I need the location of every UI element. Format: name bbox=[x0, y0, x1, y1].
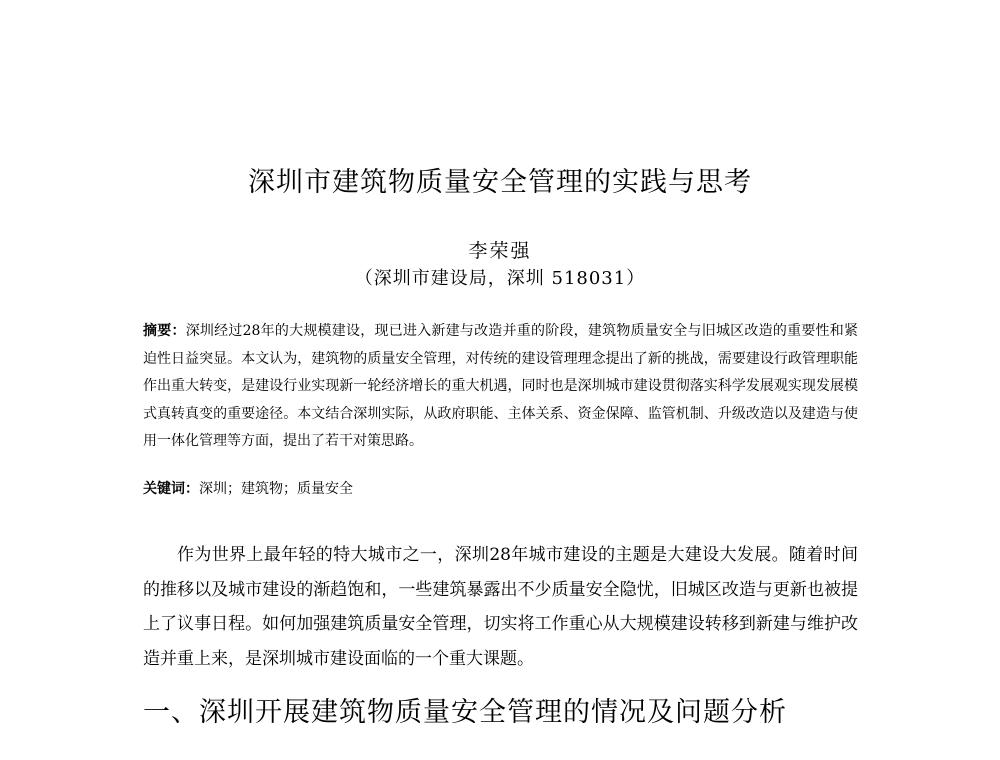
keywords-text: 深圳；建筑物；质量安全 bbox=[199, 481, 353, 497]
keywords-label: 关键词： bbox=[143, 481, 199, 497]
section-heading: 一、深圳开展建筑物质量安全管理的情况及问题分析 bbox=[143, 697, 787, 728]
abstract bbox=[143, 318, 858, 456]
abstract-label: 摘要： bbox=[143, 323, 186, 339]
intro-paragraph: 作为世界上最年轻的特大城市之一，深圳28年城市建设的主题是大建设大发展。随着时间的推移以及城市建设的渐趋饱和，一些建筑暴露出不少质量安全隐忧，旧城区改造与更新也被提上了议事日程。如何加强建筑质量安全管理，切实将工作重心从大规模建设转移到新建与维护改造并重上来，是深圳城市建设面临的一个重大课题。 bbox=[143, 545, 858, 669]
abstract-text: 深圳经过28年的大规模建设，现已进入新建与改造并重的阶段，建筑物质量安全与旧城区改造的重要性和紧迫性日益突显。本文认为，建筑物的质量安全管理，对传统的建设管理理念提出了新的挑战，需要建设行政管理职能作出重大转变，是建设行业实现新一轮经济增长的重大机遇，同时也是深圳城市建设贯彻落实科学发展观实现发展模式真转真变的重要途径。本文结合深圳实际，从政府职能、主体关系、资金保障、监管机制、升级改造以及建造与使用一体化管理等方面，提出了若干对策思路。 bbox=[143, 323, 859, 449]
paper-title: 深圳市建筑物质量安全管理的实践与思考 bbox=[248, 167, 752, 198]
author-name: 李荣强 bbox=[468, 240, 532, 262]
keywords bbox=[143, 478, 858, 498]
author-affiliation: （深圳市建设局，深圳 518031） bbox=[354, 268, 646, 289]
